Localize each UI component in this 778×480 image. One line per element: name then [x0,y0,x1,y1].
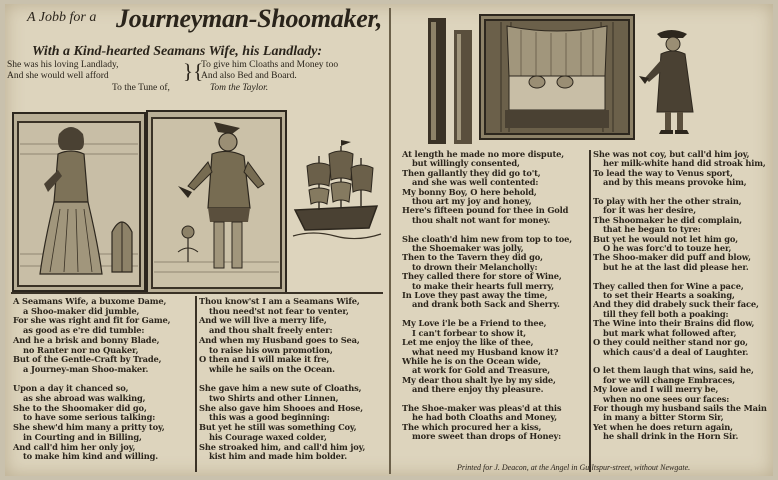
verse-line: My bonny Boy, O here behold, [402,186,537,197]
verse-line: no Ranter nor no Quaker, [23,344,139,355]
verse-line: as she abroad was walking, [23,393,146,404]
title-prefix: A Jobb for a [27,10,97,25]
verse-line: O let them laugh that wins, said he, [593,365,754,376]
woodcut-pillars [426,18,476,144]
verse-line: to set their Hearts a soaking, [603,290,735,301]
verse-line: for we will change Embraces, [603,374,735,385]
verse-line: this was a good beginning: [209,412,330,423]
verse-left-1: She was his loving Landlady, [7,60,119,70]
verse-line: more sweet than drops of Honey: [412,431,562,442]
verse-line: The Shoe-maker was pleas'd at this [402,402,562,413]
verse-line: I can't forbear to show it, [412,327,527,338]
gentleman-figure [635,26,703,138]
page-center-rule [389,8,391,474]
brace-glyph: }{ [183,59,204,83]
verse-line: She shew'd him many a pritty toy, [13,422,165,433]
verse-line: at work for Gold and Treasure, [412,365,551,376]
verse-line: for it was her desire, [603,205,697,216]
verse-line: her milk-white hand did stroak him, [603,158,766,169]
verse-line: thou art my joy and honey, [412,196,532,207]
woodcut-woman-figure [14,114,144,290]
verse-line: while he sails on the Ocean. [209,363,335,374]
verse-line: She to the Shoomaker did go, [13,402,147,413]
verse-line: At length he made no more dispute, [402,149,565,159]
verse-line: The Shoo-maker did puff and blow, [593,252,751,263]
verse-line: the Shoemaker was jolly, [412,243,524,254]
verse-line: two Shirts and other Linnen, [209,393,339,404]
verse-line: when no one sees our faces: [603,393,730,404]
verse-line: in many a bitter Storm Sir, [603,412,724,423]
verse-line: thou shalt not want for money. [412,214,551,225]
verse-line: But yet he would not let him go, [593,233,739,244]
verse-line: And we will live a merry life, [199,315,327,326]
verse-line: The Shoomaker he did complain, [593,214,743,225]
verse-line: Then gallantly they did go to't, [402,167,541,178]
verse-line: And they did drabely suck their face, [593,299,759,310]
verse-line: She also gave him Shooes and Hose, [199,402,363,413]
verse-line: To lead the way to Venus sport, [593,167,733,178]
verse-line: For she was right and fit for Game, [13,315,171,326]
verse-line: But yet he still was something Coy, [199,422,357,433]
verse-line: Thou know'st I am a Seamans Wife, [199,296,360,306]
verse-line: a Shoo-maker did jumble, [23,305,140,316]
verse-line: which caus'd a deal of Laughter. [603,346,749,357]
verse-line: My dear thou shalt lye by my side, [402,374,556,385]
verse-line: till they fell both a poaking: [603,308,729,319]
verse-line: a Journey-man Shoo-maker. [23,363,149,374]
verse-line: She was not coy, but call'd him joy, [593,149,750,159]
verse-column-3 [402,150,588,442]
verse-line: he shall drink in the Horn Sir. [603,431,739,442]
verse-line: The Wine into their Brains did flow, [593,318,755,329]
verse-line: Upon a day it chanced so, [13,383,129,394]
verse-line: And he a brisk and bonny Blade, [13,334,160,345]
verse-line: but willingly consented, [412,158,520,169]
verse-line: thou need'st not fear to venter, [209,305,349,316]
verse-line: Let me enjoy the like of thee, [402,337,534,348]
subtitle: With a Kind-hearted Seamans Wife, his Landlady: [32,44,323,59]
verse-right-2: And also Bed and Board. [201,71,297,81]
woodcut-gentleman [635,26,703,138]
woodcut-bedchamber [479,14,635,140]
woodcut-ship [289,136,385,244]
verse-line: kist him and made him bolder. [209,451,347,462]
verse-column-4 [593,150,771,442]
woodcut-shoemaker [146,110,287,294]
verse-line: to drown their Melancholly: [412,261,538,272]
verse-line: and thou shalt freely enter: [209,325,333,336]
verse-left-2: And she would well afford [7,71,109,81]
verse-line: but mark what followed after, [603,327,737,338]
verse-line: O they could neither stand nor go, [593,337,748,348]
verse-line: The which procured her a kiss, [402,421,542,432]
left-top-rule [11,292,383,294]
verse-line: he had both Cloaths and Money, [412,412,558,423]
verse-line: and by this means provoke him, [603,177,747,188]
verse-line: While he is on the Ocean wide, [402,355,541,366]
pillars-graphic [426,18,476,144]
woodcut-shoemaker-figure [148,112,285,292]
verse-line: Here's fifteen pound for thee in Gold [402,205,569,216]
verse-right-1: To give him Cloaths and Money too [201,60,339,70]
verse-line: and drank both Sack and Sherry. [412,299,560,310]
verse-column-2 [199,297,385,462]
verse-line: In Love they past away the time, [402,290,548,301]
verse-column-1 [13,297,193,462]
verse-line: to make him kind and willing. [23,451,159,462]
verse-line: to raise his own promotion, [209,344,333,355]
verse-line: And when my Husband goes to Sea, [199,334,360,345]
verse-line: She cloath'd him new from top to toe, [402,233,573,244]
verse-line: what need my Husband know it? [412,346,559,357]
verse-line: to make their hearts full merry, [412,280,555,291]
verse-line: To play with her the other strain, [593,196,742,207]
verse-line: O then and I will make it fre, [199,354,330,365]
verse-line: My love and I will merry be, [593,384,719,395]
verse-line: A Seamans Wife, a buxome Dame, [13,296,167,306]
verse-line: O he was forc'd to touze her, [603,243,732,254]
imprint: Printed for J. Deacon, at the Angel in Guiltspur-street, without Newgate. [457,463,691,472]
verse-line: to have some serious talking: [23,412,156,423]
verse-line: Yet when he does return again, [593,421,733,432]
verse-line: They called then for Wine a pace, [593,280,744,291]
verse-line: But of the Gentle-Craft by Trade, [13,354,162,365]
verse-line: She stroaked him, and call'd him joy, [199,441,366,452]
verse-line: that he began to tyre: [603,224,701,235]
ship-icon [289,136,385,244]
verse-line: as good as e're did tumble: [23,325,145,336]
woodcut-woman [12,112,146,292]
verse-line: but he at the last did please her. [603,261,749,272]
verse-line: They called there for store of Wine, [402,271,562,282]
right-center-rule [589,150,591,472]
verse-line: My Love i'le be a Friend to thee, [402,318,547,329]
left-center-rule [195,296,197,472]
tune-name: Tom the Taylor. [210,83,269,93]
verse-line: And call'd him her only joy, [13,441,136,452]
broadside-sheet [5,4,773,476]
main-title: Journeyman-Shoomaker, [116,4,383,33]
verse-line: his Courage waxed colder, [209,431,327,442]
verse-line: in Courting and in Billing, [23,431,142,442]
tune-prefix: To the Tune of, [112,83,170,93]
verse-line: Then to the Tavern they did go, [402,252,543,263]
verse-line: and there enjoy thy pleasure. [412,384,544,395]
verse-line: She gave him a new sute of Cloaths, [199,383,362,394]
verse-line: For though my husband sails the Main [593,402,767,413]
verse-line: and she was well contented: [412,177,539,188]
bedchamber-scene [481,16,633,138]
